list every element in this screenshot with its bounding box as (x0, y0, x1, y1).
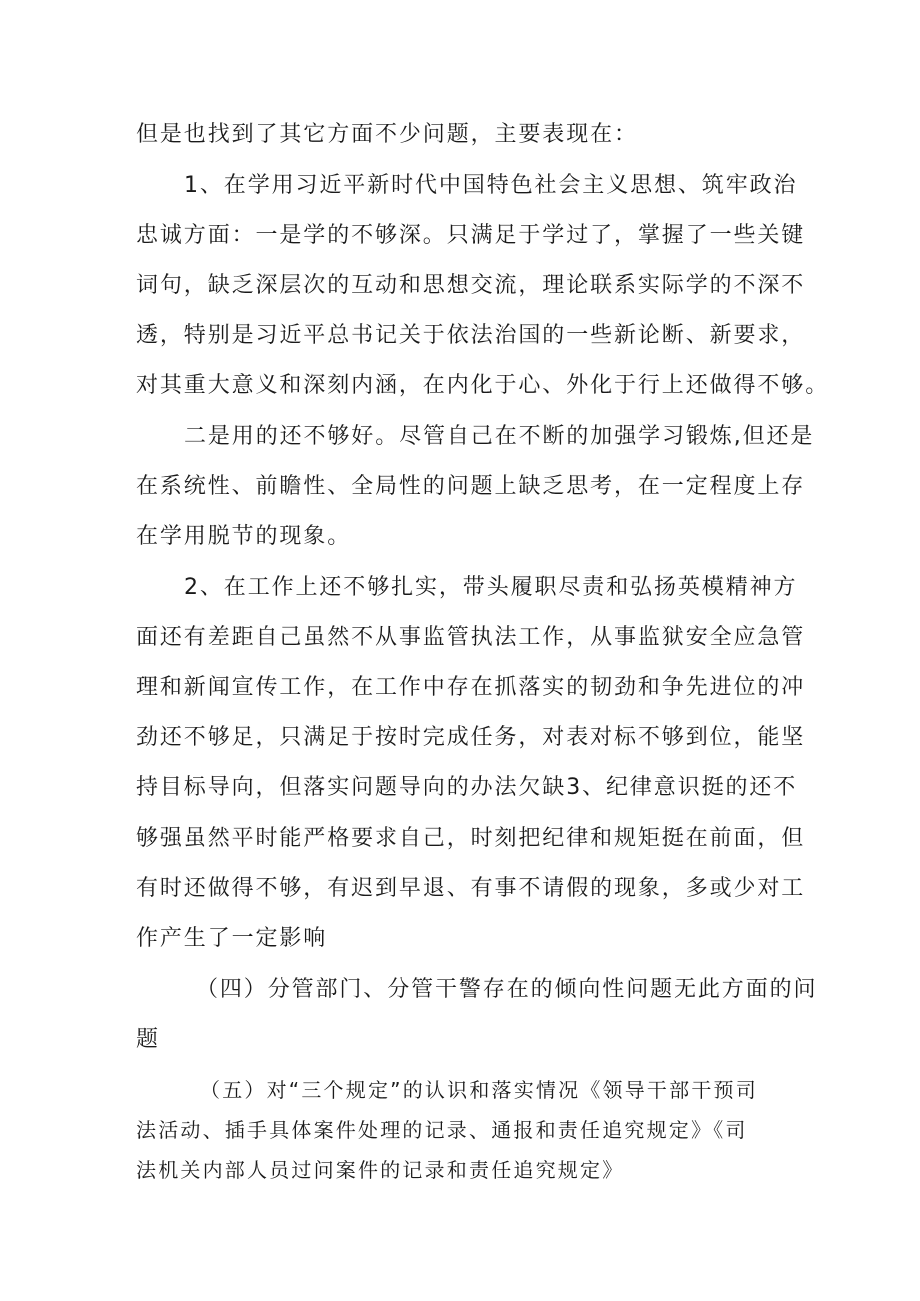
text-line: 在系统性、前瞻性、全局性的问题上缺乏思考，在一定程度上存 (136, 474, 806, 499)
text-line: 持目标导向，但落实问题导向的办法欠缺3、纪律意识挺的还不 (136, 775, 798, 800)
text-line: 面还有差距自己虽然不从事监管执法工作，从事监狱安全应急管 (136, 625, 806, 650)
text-line: 法机关内部人员过问案件的记录和责任追究规定》 (136, 1158, 625, 1182)
text-line: 法活动、插手具体案件处理的记录、通报和责任追究规定》《司 (136, 1118, 748, 1142)
text-line: 二是用的还不够好。尽管自己在不断的加强学习锻炼,但还是 (184, 424, 815, 449)
text-line: 透，特别是习近平总书记关于依法治国的一些新论断、新要求， (136, 323, 806, 348)
text-line: （四）分管部门、分管干警存在的倾向性问题无此方面的问 (196, 977, 818, 1002)
text-line: 但是也找到了其它方面不少问题，主要表现在： (136, 122, 638, 147)
text-line: 作产生了一定影响 (136, 926, 328, 951)
text-line: （五）对“三个规定”的认识和落实情况《领导干部干预司 (200, 1078, 758, 1102)
text-line: 理和新闻宣传工作，在工作中存在抓落实的韧劲和争先进位的冲 (136, 675, 806, 700)
text-line: 劲还不够足，只满足于按时完成任务，对表对标不够到位，能坚 (136, 725, 806, 750)
text-line: 题 (136, 1027, 160, 1052)
text-line: 有时还做得不够，有迟到早退、有事不请假的现象，多或少对工 (136, 876, 806, 901)
text-line: 对其重大意义和深刻内涵，在内化于心、外化于行上还做得不够。 (136, 373, 830, 398)
text-line: 词句，缺乏深层次的互动和思想交流，理论联系实际学的不深不 (136, 273, 806, 298)
text-line: 在学用脱节的现象。 (136, 524, 352, 549)
text-line: 忠诚方面：一是学的不够深。只满足于学过了，掌握了一些关键 (136, 223, 806, 248)
text-line: 2、在工作上还不够扎实，带头履职尽责和弘扬英模精神方 (184, 575, 798, 600)
text-line: 够强虽然平时能严格要求自己，时刻把纪律和规矩挺在前面，但 (136, 826, 806, 851)
text-line: 1、在学用习近平新时代中国特色社会主义思想、筑牢政治 (184, 173, 798, 198)
